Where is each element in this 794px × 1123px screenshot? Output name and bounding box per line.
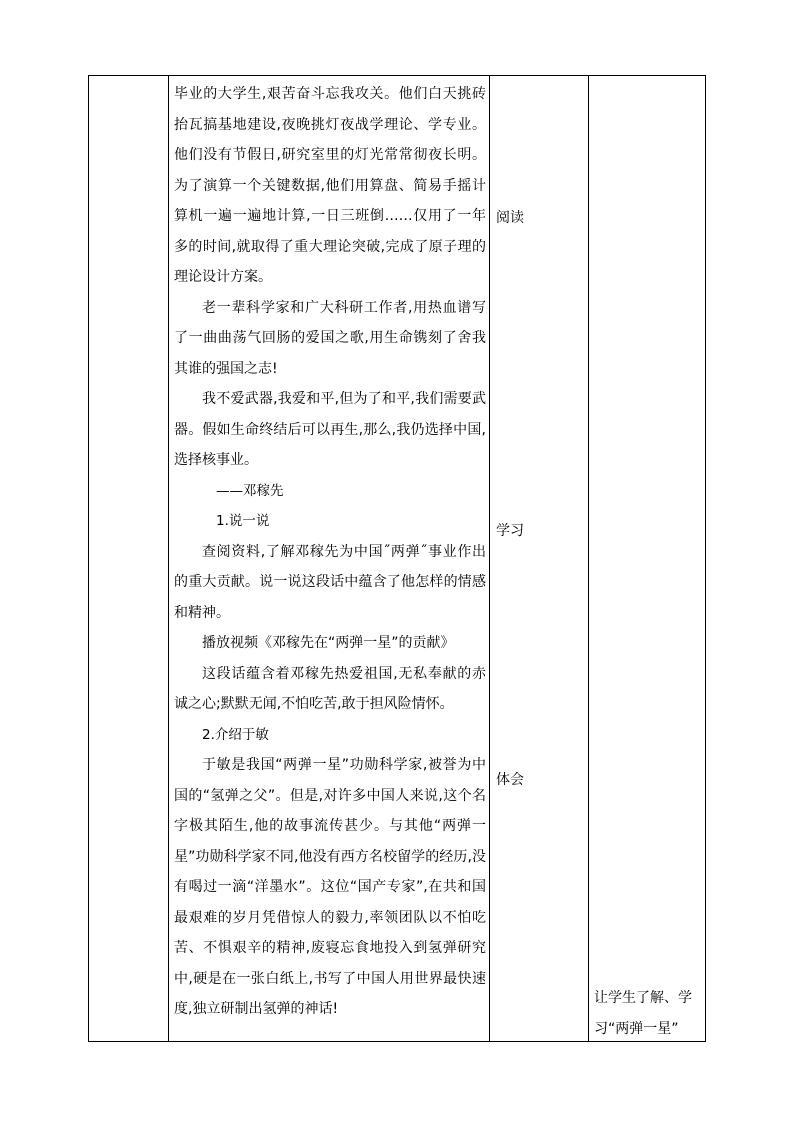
section-heading-2: 2.介绍于敏 xyxy=(202,726,269,743)
design-intent-line-1: 让学生了解、学 xyxy=(594,990,692,1006)
quote-signature: ——邓稼先 xyxy=(216,482,284,499)
activity-read: 阅读 xyxy=(496,210,524,226)
design-intent xyxy=(594,983,702,1044)
column-divider xyxy=(588,76,589,1041)
paragraph-scientists-work: 毕业的大学生,艰苦奋斗忘我攻关。他们白天挑砖抬瓦搞基地建设,夜晚挑灯夜战学理论、学专业。他们没有节假日,研究室里的灯光常常彻夜长明。为了演算一个关键数据,他们用算盘、简易手摇计算机一遍一遍地计算,一日三班倒……仅用了一年多的时间,就取得了重大理论突破,完成了原子理的理论设计方案。 xyxy=(174,86,486,285)
paragraph-patriotism: 老一辈科学家和广大科研工作者,用热血谱写了一曲曲荡气回肠的爱国之歌,用生命镌刻了舍我其谁的强国之志! xyxy=(174,299,486,377)
activity-feel: 体会 xyxy=(496,772,524,788)
paragraph-video: 播放视频《邓稼先在“两弹一星”的贡献》 xyxy=(202,635,455,651)
column-divider xyxy=(168,76,169,1041)
paragraph-yu-min: 于敏是我国“两弹一星”功勋科学家,被誉为中国的“氢弹之父”。但是,对许多中国人来说,这个名字极其陌生,他的故事流传甚少。与其他“两弹一星”功勋科学家不同,他没有西方名校留学的经历,没有喝过一滴“洋墨水”。这位“国产专家”,在共和国最艰难的岁月凭借惊人的毅力,率领团队以不怕吃苦、不惧艰辛的精神,废寝忘食地投入到氢弹研究中,硬是在一张白纸上,书写了中国人用世界最快速度,独立研制出氢弹的神话! xyxy=(174,757,486,1017)
paragraph-deng-quote: 我不爱武器,我爱和平,但为了和平,我们需要武器。假如生命终结后可以再生,那么,我仍选择中国,选择核事业。 xyxy=(174,391,486,468)
section-heading-1: 1.说一说 xyxy=(216,513,270,529)
teaching-content xyxy=(174,79,486,1025)
design-intent-line-2: 习“两弹一星” xyxy=(594,1020,679,1037)
paragraph-task: 查阅资料,了解邓稼先为中国˝两弹˝事业作出的重大贡献。说一说这段话中蕴含了他怎样的情感和精神。 xyxy=(174,543,486,621)
activity-learn: 学习 xyxy=(496,523,524,539)
column-divider xyxy=(489,76,490,1041)
paragraph-meaning: 这段话蕴含着邓稼先热爱祖国,无私奉献的赤诚之心;默默无闻,不怕吃苦,敢于担风险情怀。 xyxy=(174,665,486,712)
